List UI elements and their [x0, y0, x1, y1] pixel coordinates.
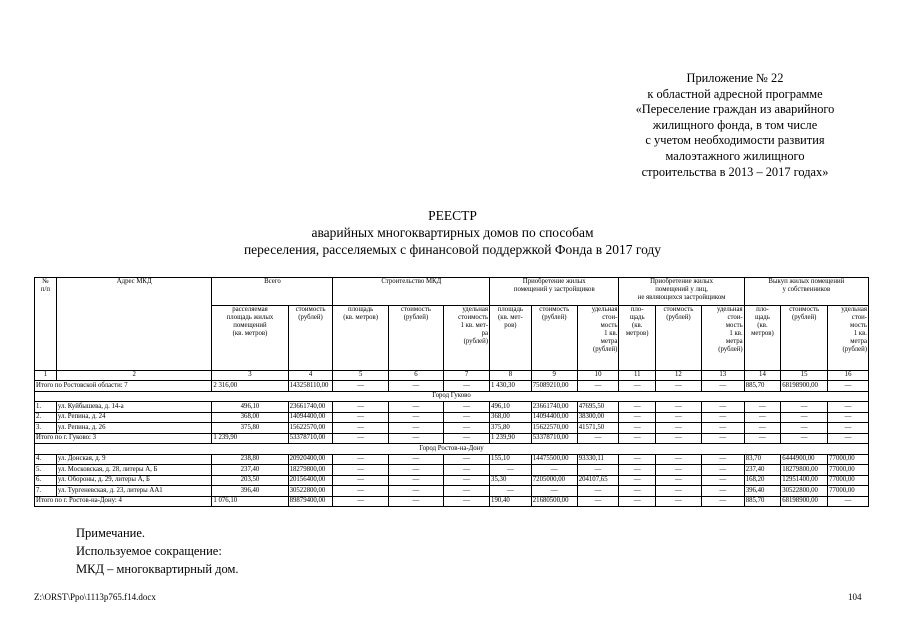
subheader-cell: удельная стоимость 1 кв. мет- ра (рублей): [444, 305, 490, 370]
row-cell: —: [701, 402, 744, 413]
row-cell: —: [333, 423, 388, 434]
row-cell: —: [490, 486, 532, 497]
total-cell: 1 430,30: [490, 381, 532, 392]
row-cell: 14475500,00: [531, 454, 577, 465]
subheader-cell: стоимость (рублей): [655, 305, 701, 370]
row-cell: —: [444, 423, 490, 434]
row-cell: —: [828, 423, 869, 434]
total-cell: —: [655, 433, 701, 444]
row-cell: 18279800,00: [781, 465, 828, 476]
row-cell: 47695,50: [577, 402, 619, 413]
table-row: [35, 412, 869, 423]
row-cell: —: [444, 465, 490, 476]
row-cell: 30522800,00: [781, 486, 828, 497]
table-row: [35, 454, 869, 465]
row-cell: 7205000,00: [531, 475, 577, 486]
row-cell: ул. Куйбышева, д. 14-а: [56, 402, 212, 413]
row-cell: —: [388, 412, 443, 423]
column-number: 13: [701, 371, 744, 381]
row-cell: —: [444, 412, 490, 423]
row-cell: —: [333, 475, 388, 486]
total-cell: 1 239,90: [490, 433, 532, 444]
row-cell: 77000,00: [828, 486, 869, 497]
row-cell: ул. Обороны, д. 29, литеры А, Б: [56, 475, 212, 486]
row-cell: —: [619, 454, 656, 465]
note-line: МКД – многоквартирный дом.: [76, 562, 239, 576]
total-cell: —: [333, 496, 388, 507]
row-cell: —: [619, 486, 656, 497]
total-cell: —: [444, 433, 490, 444]
appendix-line: Приложение № 22: [686, 71, 784, 85]
subheader-cell: удельная стои- мость 1 кв. метра (рублей): [828, 305, 869, 370]
document-title: [180, 207, 725, 258]
row-cell: 15622570,00: [288, 423, 333, 434]
appendix-line: к областной адресной программе: [647, 86, 823, 101]
total-cell: —: [828, 496, 869, 507]
row-cell: 14094400,00: [288, 412, 333, 423]
table-row: [35, 486, 869, 497]
appendix-line: строительства в 2013 – 2017 годах»: [641, 164, 829, 179]
total-cell: —: [619, 381, 656, 392]
row-cell: —: [655, 423, 701, 434]
row-cell: —: [619, 475, 656, 486]
header-purchase-developers: Приобретение жилых помещений у застройщиков: [490, 278, 619, 306]
row-cell: 23661740,00: [531, 402, 577, 413]
total-label: Итого по г. Гуково: 3: [35, 433, 212, 444]
row-cell: —: [744, 402, 781, 413]
row-cell: ул. Московская, д. 28, литеры А, Б: [56, 465, 212, 476]
row-cell: 396,40: [212, 486, 288, 497]
row-cell: —: [828, 402, 869, 413]
column-number: 15: [781, 371, 828, 381]
region-total-row: [35, 381, 869, 392]
column-number: 4: [288, 371, 333, 381]
row-cell: ул. Репина, д. 24: [56, 412, 212, 423]
column-number: 11: [619, 371, 656, 381]
total-cell: 885,70: [744, 496, 781, 507]
row-cell: —: [388, 475, 443, 486]
appendix-line: жилищного фонда, в том числе: [652, 117, 818, 132]
total-cell: —: [577, 381, 619, 392]
row-cell: 77000,00: [828, 465, 869, 476]
table-row: [35, 465, 869, 476]
subheader-cell: площадь (кв. мет- ров): [490, 305, 532, 370]
row-cell: —: [701, 486, 744, 497]
row-cell: —: [701, 423, 744, 434]
total-cell: 21680500,00: [531, 496, 577, 507]
column-number: 14: [744, 371, 781, 381]
row-cell: 30522800,00: [288, 486, 333, 497]
column-numbers-row: [35, 371, 869, 381]
row-cell: —: [333, 486, 388, 497]
total-cell: 68198900,00: [781, 496, 828, 507]
subheader-cell: пло- щадь (кв. метров): [619, 305, 656, 370]
row-cell: —: [701, 465, 744, 476]
row-cell: 3.: [35, 423, 57, 434]
total-cell: —: [619, 496, 656, 507]
total-cell: 1 076,10: [212, 496, 288, 507]
row-cell: —: [781, 423, 828, 434]
subheader-cell: пло- щадь (кв. метров): [744, 305, 781, 370]
appendix-heading: [600, 71, 870, 180]
row-cell: 204107,65: [577, 475, 619, 486]
row-cell: —: [701, 412, 744, 423]
column-number: 12: [655, 371, 701, 381]
table-row: [35, 402, 869, 413]
row-cell: —: [655, 465, 701, 476]
header-total: Всего: [212, 278, 333, 306]
row-cell: —: [531, 486, 577, 497]
total-cell: —: [333, 381, 388, 392]
row-cell: —: [388, 423, 443, 434]
row-cell: 12951400,00: [781, 475, 828, 486]
row-cell: ул. Тургеневская, д. 23, литеры АА1: [56, 486, 212, 497]
row-cell: 237,40: [212, 465, 288, 476]
row-cell: —: [655, 402, 701, 413]
total-cell: —: [619, 433, 656, 444]
row-cell: 18279800,00: [288, 465, 333, 476]
total-cell: —: [388, 381, 443, 392]
row-cell: 6444900,00: [781, 454, 828, 465]
header-no: № п/п: [35, 278, 57, 371]
city-total-row: [35, 496, 869, 507]
row-cell: 83,70: [744, 454, 781, 465]
total-cell: —: [388, 496, 443, 507]
total-cell: —: [701, 433, 744, 444]
row-cell: 375,80: [490, 423, 532, 434]
row-cell: 2.: [35, 412, 57, 423]
row-cell: 6.: [35, 475, 57, 486]
total-cell: —: [444, 381, 490, 392]
row-cell: 396,40: [744, 486, 781, 497]
row-cell: —: [655, 486, 701, 497]
row-cell: 93330,11: [577, 454, 619, 465]
subheader-cell: расселяемая площадь жилых помещений (кв. метров): [212, 305, 288, 370]
header-construction: Строительство МКД: [333, 278, 490, 306]
subheader-cell: удельная стои- мость 1 кв. метра (рублей): [701, 305, 744, 370]
total-cell: —: [701, 381, 744, 392]
subheader-cell: стоимость (рублей): [781, 305, 828, 370]
row-cell: —: [781, 412, 828, 423]
row-cell: —: [388, 402, 443, 413]
header-buyout: Выкуп жилых помещений у собственников: [744, 278, 868, 306]
row-cell: 35,30: [490, 475, 532, 486]
row-cell: —: [444, 454, 490, 465]
row-cell: —: [619, 412, 656, 423]
subheader-cell: стоимость (рублей): [531, 305, 577, 370]
row-cell: 4.: [35, 454, 57, 465]
total-cell: —: [781, 433, 828, 444]
total-cell: —: [444, 496, 490, 507]
row-cell: —: [619, 465, 656, 476]
row-cell: 368,00: [490, 412, 532, 423]
row-cell: —: [619, 423, 656, 434]
row-cell: —: [444, 475, 490, 486]
total-cell: —: [701, 496, 744, 507]
subheader-cell: удельная стои- мость 1 кв. метра (рублей): [577, 305, 619, 370]
row-cell: —: [490, 465, 532, 476]
page-number: 104: [848, 592, 862, 602]
subheader-cell: стоимость (рублей): [388, 305, 443, 370]
section-city: Город Ростов-на-Дону: [35, 444, 869, 455]
row-cell: 155,10: [490, 454, 532, 465]
row-cell: ул. Донская, д. 9: [56, 454, 212, 465]
note-line: Используемое сокращение:: [76, 544, 222, 558]
total-cell: —: [388, 433, 443, 444]
column-number: 2: [56, 371, 212, 381]
row-cell: 38300,00: [577, 412, 619, 423]
total-cell: 89879400,00: [288, 496, 333, 507]
row-cell: —: [333, 454, 388, 465]
row-cell: 7.: [35, 486, 57, 497]
city-total-row: [35, 433, 869, 444]
row-cell: 368,00: [212, 412, 288, 423]
total-label: Итого по г. Ростов-на-Дону: 4: [35, 496, 212, 507]
total-cell: —: [828, 433, 869, 444]
title-line: переселения, расселяемых с финансовой поддержкой Фонда в 2017 году: [243, 242, 662, 257]
total-cell: 75089210,00: [531, 381, 577, 392]
row-cell: —: [388, 465, 443, 476]
total-cell: —: [577, 433, 619, 444]
row-cell: —: [655, 412, 701, 423]
row-cell: —: [577, 486, 619, 497]
table-header-row: [35, 278, 869, 306]
registry-table: [34, 277, 869, 507]
note-block: [76, 524, 239, 578]
total-cell: —: [828, 381, 869, 392]
total-cell: 68198900,00: [781, 381, 828, 392]
row-cell: 14094400,00: [531, 412, 577, 423]
table-row: [35, 423, 869, 434]
row-cell: —: [828, 412, 869, 423]
column-number: 16: [828, 371, 869, 381]
row-cell: —: [781, 402, 828, 413]
row-cell: 496,10: [212, 402, 288, 413]
total-cell: 53378710,00: [531, 433, 577, 444]
row-cell: 1.: [35, 402, 57, 413]
total-cell: —: [655, 381, 701, 392]
row-cell: 375,80: [212, 423, 288, 434]
row-cell: 23661740,00: [288, 402, 333, 413]
column-number: 5: [333, 371, 388, 381]
row-cell: 41571,50: [577, 423, 619, 434]
row-cell: —: [744, 412, 781, 423]
row-cell: 496,10: [490, 402, 532, 413]
row-cell: —: [333, 402, 388, 413]
appendix-line: малоэтажного жилищного: [665, 148, 805, 163]
note-line: Примечание.: [76, 526, 146, 540]
total-cell: 885,70: [744, 381, 781, 392]
row-cell: 15622570,00: [531, 423, 577, 434]
row-cell: 168,20: [744, 475, 781, 486]
row-cell: —: [333, 412, 388, 423]
total-cell: —: [744, 433, 781, 444]
column-number: 8: [490, 371, 532, 381]
row-cell: —: [531, 465, 577, 476]
row-cell: —: [701, 454, 744, 465]
row-cell: —: [744, 423, 781, 434]
row-cell: 237,40: [744, 465, 781, 476]
row-cell: —: [444, 486, 490, 497]
column-number: 6: [388, 371, 443, 381]
total-cell: —: [577, 496, 619, 507]
row-cell: —: [388, 454, 443, 465]
row-cell: —: [388, 486, 443, 497]
row-cell: 77000,00: [828, 454, 869, 465]
appendix-line: «Переселение граждан из аварийного: [635, 102, 835, 117]
column-number: 10: [577, 371, 619, 381]
row-cell: ул. Репина, д. 26: [56, 423, 212, 434]
total-cell: 53378710,00: [288, 433, 333, 444]
total-cell: 143258110,00: [288, 381, 333, 392]
column-number: 9: [531, 371, 577, 381]
row-cell: —: [577, 465, 619, 476]
row-cell: 20920400,00: [288, 454, 333, 465]
total-cell: 2 316,00: [212, 381, 288, 392]
row-cell: —: [655, 454, 701, 465]
subheader-cell: площадь (кв. метров): [333, 305, 388, 370]
header-purchase-others: Приобретение жилых помещений у лиц, не являющихся застройщиком: [619, 278, 744, 306]
row-cell: 77000,00: [828, 475, 869, 486]
row-cell: 20156400,00: [288, 475, 333, 486]
row-cell: —: [619, 402, 656, 413]
column-number: 7: [444, 371, 490, 381]
total-cell: —: [655, 496, 701, 507]
row-cell: 238,80: [212, 454, 288, 465]
row-cell: 5.: [35, 465, 57, 476]
footer-file-path: Z:\ORST\Ppo\1113p765.f14.docx: [34, 592, 156, 602]
title-line: РЕЕСТР: [428, 208, 477, 223]
column-number: 3: [212, 371, 288, 381]
title-line: аварийных многоквартирных домов по способам: [311, 225, 594, 240]
section-city: Город Гуково: [35, 391, 869, 402]
section-header-row: [35, 444, 869, 455]
row-cell: —: [701, 475, 744, 486]
appendix-line: с учетом необходимости развития: [645, 133, 825, 148]
section-header-row: [35, 391, 869, 402]
total-cell: —: [333, 433, 388, 444]
row-cell: —: [333, 465, 388, 476]
header-address: Адрес МКД: [56, 278, 212, 371]
row-cell: —: [444, 402, 490, 413]
total-cell: 190,40: [490, 496, 532, 507]
total-cell: 1 239,90: [212, 433, 288, 444]
column-number: 1: [35, 371, 57, 381]
table-row: [35, 475, 869, 486]
row-cell: 203,50: [212, 475, 288, 486]
row-cell: —: [655, 475, 701, 486]
subheader-cell: стоимость (рублей): [288, 305, 333, 370]
total-label: Итого по Ростовской области: 7: [35, 381, 212, 392]
